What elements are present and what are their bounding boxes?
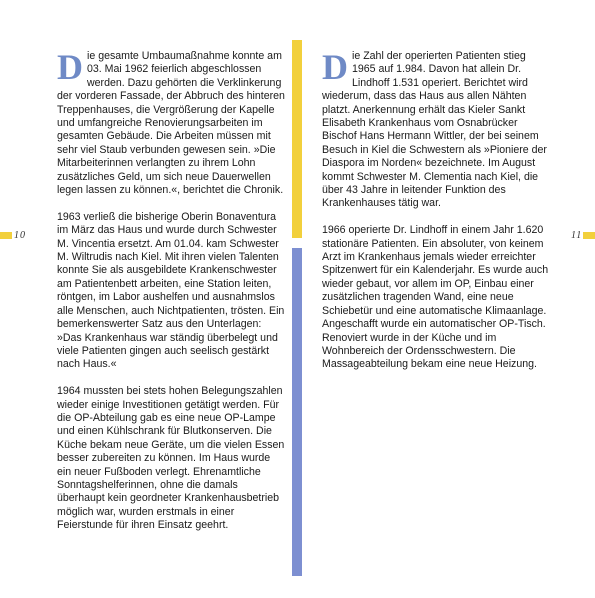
left-paragraph-2: 1963 verließ die bisherige Oberin Bonaventura im März das Haus und wurde durch Schwester M. Vincentia ersetzt. Am 01.04. kam Schwester M. Wiltrudis nach Kiel. Mit ihren vielen Talenten konnte Sie als ausgebildete Krankenschwester am Patientenbett arbeiten, eine Station leiten, röntgen, im Labor aushelfen und ausnahmslos alle Menschen, auch Nichtpatienten, trösten. Ein bemerkenswerter Satz aus den Unterlagen: »Das Krankenhaus war ständig überbelegt und viele Patienten gingen auch seelisch gestärkt nach Haus.« <box>57 210 285 371</box>
right-paragraph-1 <box>322 47 550 211</box>
left-page-number: 10 <box>14 230 26 241</box>
left-column <box>57 47 285 546</box>
right-dropcap: D <box>322 47 348 87</box>
center-bar-blue <box>292 248 302 576</box>
left-dropcap: D <box>57 47 83 87</box>
right-page-tab <box>583 232 595 239</box>
left-paragraph-3: 1964 mussten bei stets hohen Belegungszahlen wieder einige Investitionen getätigt werden. Für die OP-Abteilung gab es eine neue OP-Lampe und einen Kühlschrank für Blutkonserven. Die Küche bekam neue Geräte, um die vielen Essen besser zubereiten zu können. Im Haus wurde ein neuer Fußboden verlegt. Ehrenamtliche Sonntagshelferinnen, ohne die damals überhaupt kein geordneter Krankenhausbetrieb möglich war, wurden erstmals in einer Feierstunde für ihren Einsatz geehrt. <box>57 385 285 532</box>
right-column <box>322 47 550 385</box>
right-page-number: 11 <box>571 230 583 241</box>
left-paragraph-1-text: ie gesamte Umbaumaßnahme konnte am 03. Mai 1962 feierlich abgeschlossen werden. Dazu gehörten die Verklinkerung der vorderen Fassade, der Abbruch des hinteren Treppenhauses, die Vergrößerung der Kapelle und umfangreiche Renovierungsarbeiten im gesamten Gebäude. Die Arbeiten müssen mit sehr viel Staub verbunden gewesen sein. »Die Mitarbeiterinnen verlangten zu ihrem Lohn zusätzliches Geld, um sich neue Dauerwellen legen lassen zu können.«, berichtet die Chronik. <box>57 50 285 197</box>
left-page-tab <box>0 232 12 239</box>
right-paragraph-1-text: ie Zahl der operierten Patienten stieg 1965 auf 1.984. Davon hat allein Dr. Lindhoff 1.531 operiert. Berichtet wird wiederum, dass das Haus aus allen Nähten platzt. Anerkennung erhält das Kieler Sankt Elisabeth Krankenhaus vom Osnabrücker Bischof Hans Hermann Wittler, der bei seinem Besuch in Kiel die Schwestern als »Pioniere der Diaspora im Norden« bezeichnete. Im August kommt Schwester M. Clementia nach Kiel, die über 43 Jahre in leitender Funktion des Krankenhauses tätig war. <box>322 50 547 210</box>
left-paragraph-1 <box>57 47 285 197</box>
center-bar-yellow <box>292 40 302 238</box>
right-paragraph-2: 1966 operierte Dr. Lindhoff in einem Jahr 1.620 stationäre Patienten. Ein absoluter, von keinem Arzt im Krankenhaus jemals wieder erreichter Spitzenwert für ein Kalenderjahr. Es wurde auch wieder gebaut, vor allem im OP, Einbau einer zusätzlichen tragenden Wand, eine neue Schiebetür und eine automatische Klimaanlage. Angeschafft wurde ein automatischer OP-Tisch. Renoviert wurde in der Küche und im Wohnbereich der Ordensschwestern. Die Massageabteilung bekam eine neue Heizung. <box>322 224 549 371</box>
